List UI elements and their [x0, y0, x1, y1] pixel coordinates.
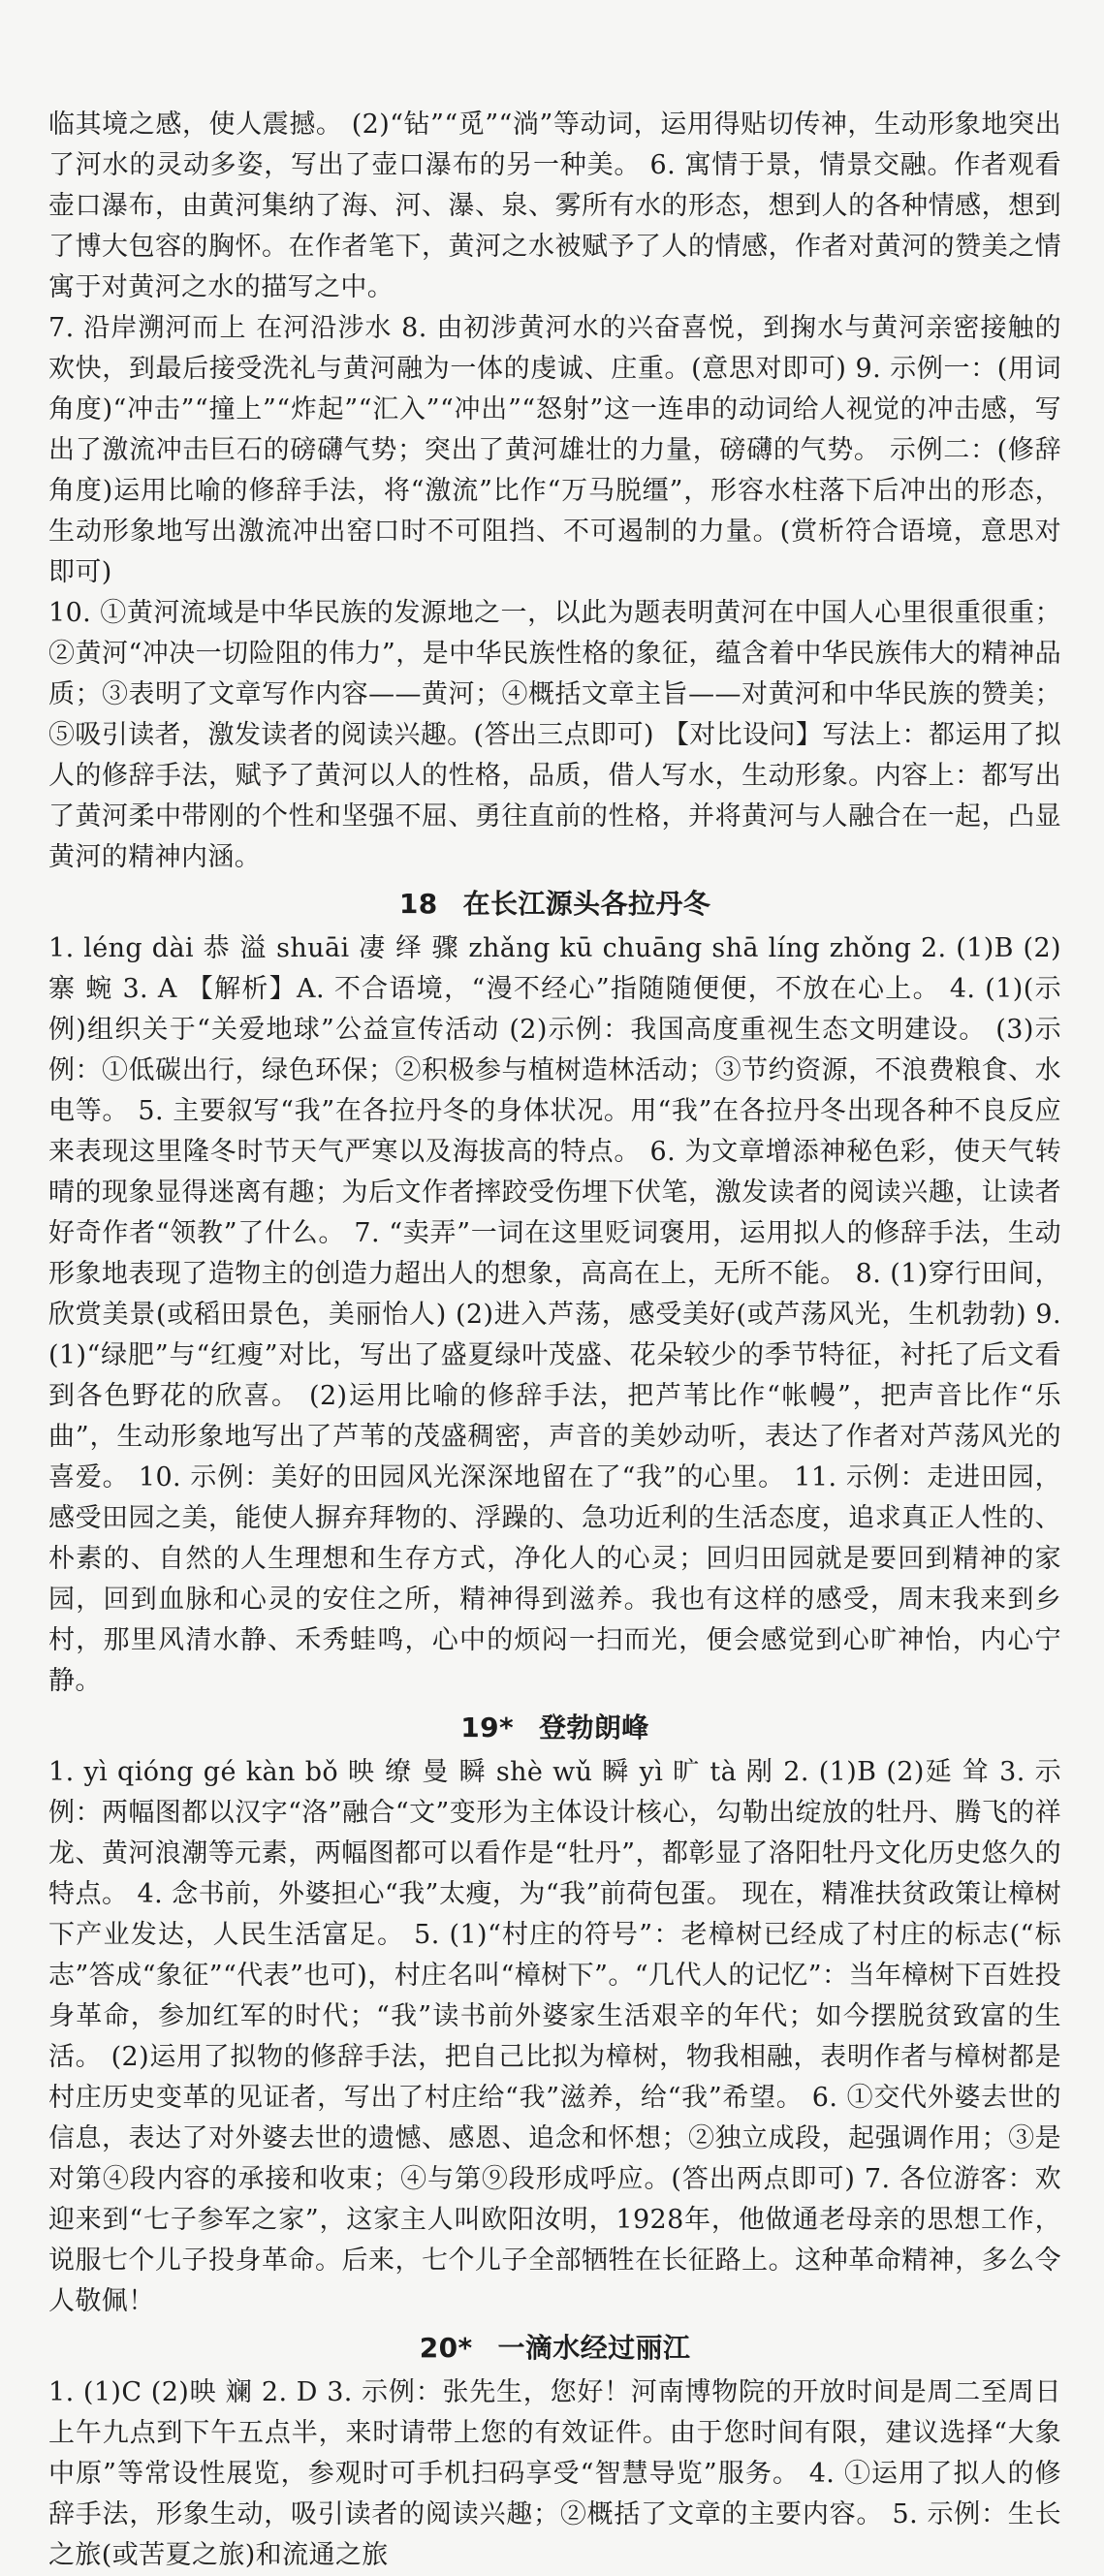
section-heading: 一滴水经过丽江	[497, 2332, 691, 2364]
answer-paragraph: 1. léng dài 恭 溢 shuāi 凄 绎 骤 zhǎng kū chuāng shā líng zhǒng 2. (1)B (2)寨 蜿 3. A 【解析】A. 不合语境，“漫不经心”指随随便便，不放在心上。 4. (1)(示例)组织关于“关爱地球”公益宣传活动 (2)示例：我国高度重视生态文明建设。 (3)示例：①低碳出行，绿色环保；②积极参与植树造林活动；③节约资源，不浪费粮食、水电等。 5. 主要叙写“我”在各拉丹冬的身体状况。用“我”在各拉丹冬出现各种不良反应来表现这里隆冬时节天气严寒以及海拔高的特点。 6. 为文章增添神秘色彩，使天气转晴的现象显得迷离有趣；为后文作者摔跤受伤埋下伏笔，激发读者的阅读兴趣，让读者好奇作者“领教”了什么。 7. “卖弄”一词在这里贬词褒用，运用拟人的修辞手法，生动形象地表现了造物主的创造力超出人的想象，高高在上，无所不能。 8. (1)穿行田间，欣赏美景(或稻田景色，美丽怡人) (2)进入芦荡，感受美好(或芦荡风光，生机勃勃) 9. (1)“绿肥”与“红瘦”对比，写出了盛夏绿叶茂盛、花朵较少的季节特征，衬托了后文看到各色野花的欣喜。 (2)运用比喻的修辞手法，把芦苇比作“帐幔”，把声音比作“乐曲”，生动形象地写出了芦苇的茂盛稠密，声音的美妙动听，表达了作者对芦荡风光的喜爱。 10. 示例：美好的田园风光深深地留在了“我”的心里。 11. 示例：走进田园，感受田园之美，能使人摒弃拜物的、浮躁的、急功近利的生活态度，追求真正人性的、朴素的、自然的人生理想和生存方式，净化人的心灵；回归田园就是要回到精神的家园，回到血脉和心灵的安住之所，精神得到滋养。我也有这样的感受，周末我来到乡村，那里风清水静、禾秀蛙鸣，心中的烦闷一扫而光，便会感觉到心旷神怡，内心宁静。	[48, 933, 1061, 1696]
section-heading: 登勃朗峰	[539, 1712, 649, 1744]
section-number: 18	[398, 888, 438, 920]
section-title	[48, 882, 1061, 927]
answer-paragraph: 临其境之感，使人震撼。 (2)“钻”“觅”“淌”等动词，运用得贴切传神，生动形象地突出了河水的灵动多姿，写出了壶口瀑布的另一种美。 6. 寓情于景，情景交融。作者观看壶口瀑布，由黄河集纳了海、河、瀑、泉、雾所有水的形态，想到人的各种情感，想到了博大包容的胸怀。在作者笔下，黄河之水被赋予了人的情感，作者对黄河的赞美之情寓于对黄河之水的描写之中。	[48, 110, 1061, 302]
blank-margin	[0, 2283, 1104, 2477]
answer-paragraph: 1. (1)C (2)映 斓 2. D 3. 示例：张先生，您好！河南博物院的开放时间是周二至周日上午九点到下午五点半，来时请带上您的有效证件。由于您时间有限，建议选择“大象中原”等常设性展览，参观时可手机扫码享受“智慧导览”服务。 4. ①运用了拟人的修辞手法，形象生动，吸引读者的阅读兴趣；②概括了文章的主要内容。 5. 示例：生长之旅(或苦夏之旅)和流通之旅	[48, 2377, 1061, 2570]
answer-paragraph: 1. yì qióng gé kàn bǒ 映 缭 曼 瞬 shè wǔ 瞬 yì 旷 tà 剐 2. (1)B (2)延 耸 3. 示例：两幅图都以汉字“洛”融合“文”变形为主体设计核心，勾勒出绽放的牡丹、腾飞的祥龙、黄河浪潮等元素，两幅图都可以看作是“牡丹”，都彰显了洛阳牡丹文化历史悠久的特点。 4. 念书前，外婆担心“我”太瘦，为“我”前荷包蛋。 现在，精准扶贫政策让樟树下产业发达，人民生活富足。 5. (1)“村庄的符号”：老樟树已经成了村庄的标志(“标志”答成“象征”“代表”也可)，村庄名叫“樟树下”。“几代人的记忆”：当年樟树下百姓投身革命，参加红军的时代；“我”读书前外婆家生活艰辛的年代；如今摆脱贫致富的生活。 (2)运用了拟物的修辞手法，把自己比拟为樟树，物我相融，表明作者与樟树都是村庄历史变革的见证者，写出了村庄给“我”滋养，给“我”希望。 6. ①交代外婆去世的信息，表达了对外婆去世的遗憾、感恩、追念和怀想；②独立成段，起强调作用；③是对第④段内容的承接和收束；④与第⑨段形成呼应。(答出两点即可) 7. 各位游客：欢迎来到“七子参军之家”，这家主人叫欧阳汝明，1928年，他做通老母亲的思想工作，说服七个儿子投身革命。后来，七个儿子全部牺牲在长征路上。这种革命精神，多么令人敬佩！	[48, 1757, 1061, 2316]
answer-paragraph: 7. 沿岸溯河而上 在河沿涉水 8. 由初涉黄河水的兴奋喜悦，到掬水与黄河亲密接触的欢快，到最后接受洗礼与黄河融为一体的虔诚、庄重。(意思对即可) 9. 示例一：(用词角度)“冲击”“撞上”“炸起”“汇入”“冲出”“怒射”这一连串的动词给人视觉的冲击感，写出了激流冲击巨石的磅礴气势；突出了黄河雄壮的力量，磅礴的气势。 示例二：(修辞角度)运用比喻的修辞手法，将“激流”比作“万马脱缰”，形容水柱落下后冲出的形态，生动形象地写出激流冲出窑口时不可阻挡、不可遏制的力量。(赏析符合语境，意思对即可)	[48, 313, 1061, 587]
section-number: 19*	[460, 1712, 515, 1744]
section-heading: 在长江源头各拉丹冬	[462, 888, 711, 920]
section-number: 20*	[419, 2332, 473, 2364]
section-title	[48, 1706, 1061, 1750]
answer-paragraph: 10. ①黄河流域是中华民族的发源地之一，以此为题表明黄河在中国人心里很重很重；②黄河“冲决一切险阻的伟力”，是中华民族性格的象征，蕴含着中华民族伟大的精神品质；③表明了文章写作内容——黄河；④概括文章主旨——对黄河和中华民族的赞美；⑤吸引读者，激发读者的阅读兴趣。(答出三点即可) 【对比设问】写法上：都运用了拟人的修辞手法，赋予了黄河以人的性格，品质，借人写水，生动形象。内容上：都写出了黄河柔中带刚的个性和坚强不屈、勇往直前的性格，并将黄河与人融合在一起，凸显黄河的精神内涵。	[48, 598, 1061, 872]
answer-text-column	[48, 105, 1061, 2576]
